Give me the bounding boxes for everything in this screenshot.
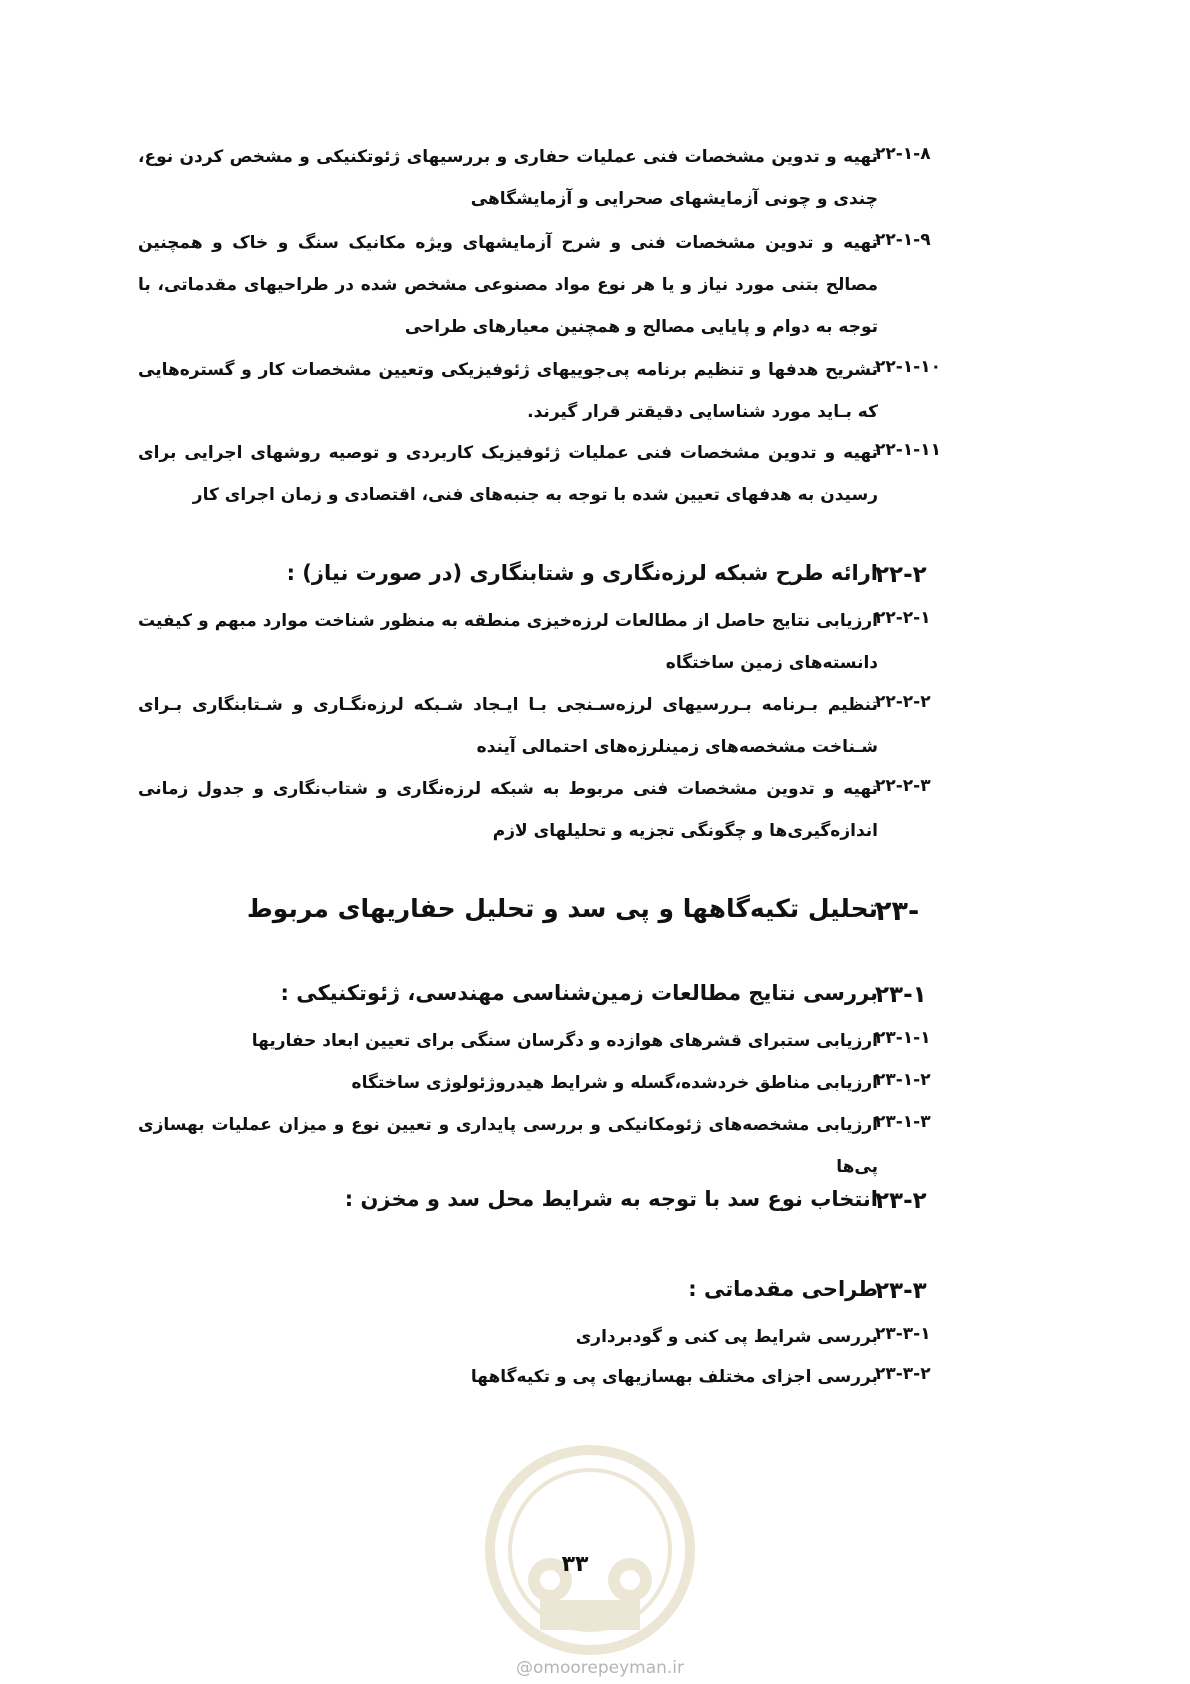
section-number: ۲۳-۱ xyxy=(875,982,927,1008)
section-number: ۲۳-۲ xyxy=(875,1188,927,1214)
clause-text: تهیه و تدوین مشخصات فنی عملیات ژئوفیزیک کاربردی و توصیه روشهای اجرایی برای رسیدن به هدفهای تعیین شده با توجه به جنبه‌های فنی، اقتصادی و زمان اجرای کار xyxy=(138,443,878,505)
section-number: ۲۳-۳ xyxy=(875,1278,927,1304)
clause-number: ۲۳-۳-۱ xyxy=(875,1324,931,1344)
clause-number: ۲۲-۲-۲ xyxy=(875,692,931,712)
section-title: ارائه طرح شبکه لرزه‌نگاری و شتابنگاری (در صورت نیاز) : xyxy=(286,561,878,585)
seal-watermark-icon xyxy=(480,1440,700,1660)
clause-number: ۲۲-۲-۳ xyxy=(875,776,931,796)
clause-number: ۲۳-۳-۲ xyxy=(875,1364,931,1384)
chapter-number: ۲۳- xyxy=(875,896,920,927)
clause-text: بررسی اجزای مختلف بهسازیهای پی و تکیه‌گاهها xyxy=(470,1367,878,1387)
chapter-title: تحلیل تکیه‌گاهها و پی سد و تحلیل حفاریهای مربوط xyxy=(246,894,878,923)
footer-url: @omoorepeyman.ir xyxy=(515,1658,685,1678)
page-number: ۳۳ xyxy=(561,1552,589,1577)
clause-number: ۲۳-۱-۲ xyxy=(875,1070,931,1090)
clause-text: تهیه و تدوین مشخصات فنی عملیات حفاری و بررسیهای ژئوتکنیکی و مشخص کردن نوع، چندی و چونی آزمایشهای صحرایی و آزمایشگاهی xyxy=(138,147,878,209)
clause-number: ۲۳-۱-۱ xyxy=(875,1028,931,1048)
clause-text: ارزیابی مشخصه‌های ژئومکانیکی و بررسی پایداری و تعیین نوع و میزان عملیات بهسازی پی‌ها xyxy=(138,1115,878,1177)
section-number: ۲۲-۲ xyxy=(875,562,927,588)
section-title: طراحی مقدماتی : xyxy=(688,1277,878,1301)
clause-number: ۲۳-۱-۳ xyxy=(875,1112,931,1132)
section-title: انتخاب نوع سد با توجه به شرایط محل سد و مخزن : xyxy=(344,1187,878,1211)
clause-number: ۲۲-۱-۸ xyxy=(875,144,931,164)
clause-number: ۲۲-۲-۱ xyxy=(875,608,931,628)
clause-number: ۲۲-۱-۱۱ xyxy=(875,440,941,460)
clause-text: بررسی شرایط پی کنی و گودبرداری xyxy=(575,1327,878,1347)
clause-number: ۲۲-۱-۹ xyxy=(875,230,931,250)
section-title: بررسی نتایج مطالعات زمین‌شناسی مهندسی، ژئوتکنیکی : xyxy=(280,981,878,1005)
clause-text: تهیه و تدوین مشخصات فنی مربوط به شبکه لرزه‌نگاری و شتاب‌نگاری و جدول زمانی اندازه‌گیری‌ها و چگونگی تجزیه و تحلیلهای لازم xyxy=(138,779,878,841)
clause-text: تهیه و تدوین مشخصات فنی و شرح آزمایشهای ویژه مکانیک سنگ و خاک و همچنین مصالح بتنی مورد نیاز و یا هر نوع مواد مصنوعی مشخص شده در طراحیهای مقدماتی، با توجه به دوام و پایایی مصالح و همچنین معیارهای طراحی xyxy=(138,233,878,337)
clause-number: ۲۲-۱-۱۰ xyxy=(875,357,941,377)
clause-text: ارزیابی مناطق خردشده،گسله و شرایط هیدروژئولوژی ساختگاه xyxy=(351,1073,878,1093)
clause-text: تشریح هدفها و تنظیم برنامه پی‌جوییهای ژئوفیزیکی وتعیین مشخصات کار و گستره‌هایی که بـاید مورد شناسایی دقیقتر قرار گیرند. xyxy=(138,360,878,422)
clause-text: ارزیابی ستبرای قشرهای هوازده و دگرسان سنگی برای تعیین ابعاد حفاریها xyxy=(251,1031,878,1051)
clause-text: تنظیم بـرنامه بـررسیهای لرزه‌سـنجی بـا ایـجاد شـبکه لرزه‌نگـاری و شـتابنگاری بـرای شـناخت مشخصه‌های زمینلرزه‌های احتمالی آینده xyxy=(138,695,878,757)
clause-text: ارزیابی نتایج حاصل از مطالعات لرزه‌خیزی منطقه به منظور شناخت موارد مبهم و کیفیت دانسته‌های زمین ساختگاه xyxy=(138,611,878,673)
